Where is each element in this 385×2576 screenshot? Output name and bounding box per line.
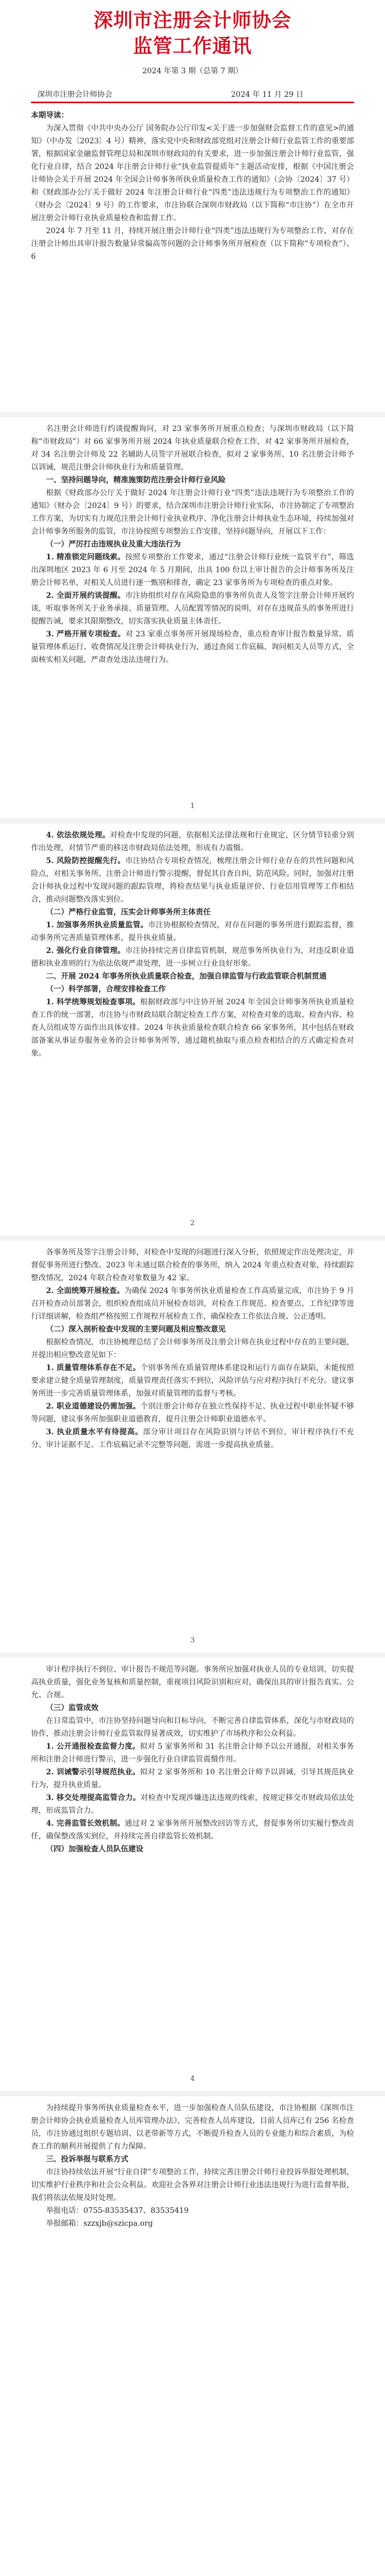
paragraph <box>31 855 354 906</box>
item-lead: 1. 加强事务所执业质量监管。 <box>46 921 148 929</box>
paragraph: 市注协持续依法开展“行业自律”专项整治工作，持续完善注册会计师行业投诉举报处理机制，切实维护行业秩序和社会公众利益。欢迎社会各界对注册会计师行业违法违规行为进行监督举报，我们将依法依规及时处理。 <box>31 2168 354 2202</box>
section-heading-1: 一、坚持问题导向，精准施策防范注册会计师行业风险 <box>46 476 226 485</box>
paragraph: 在日常监管中，市注协坚持问题导向和目标导向，不断完善自律监管体系，深化与市财政局的协作，推动注册会计师行业监管取得显著成效，切实维护了市场秩序和公众利益。 <box>31 1717 354 1738</box>
item-text: 市注协结合专项检查情况，梳理注册会计师行业存在的共性问题和风险点，对相关事务所、注册会计师进行警示提醒，督促其自查自纠，防范风险。同时，加强对注册会计师执业过程中发现问题的跟踪管理，将检查结果与执业质量评价、行业信用管理等工作相结合，推动问题整改落实到位。 <box>31 857 354 904</box>
page-1 <box>31 109 354 263</box>
item-text: 部分审计项目存在风险识别与评估不到位、审计程序执行不充分、审计证据不足、工作底稿记录不完整等问题，需进一步提高执业质量。 <box>31 1428 354 1449</box>
subsection-heading: （三）监管成效 <box>46 1704 98 1712</box>
page-break <box>0 412 385 417</box>
page-6 <box>31 2102 354 2230</box>
paragraph: 根据《财政部办公厅关于做好 2024 年注册会计师行业“四类”违法违规行为专项整治工作的通知》（财办会〔2024〕9 号）的要求，结合深圳市注册会计师行业实际，市注协制定了专项整治工作方案，为切实有力规范注册会计师行业执业秩序、净化注册会计师执业生态环境，持续加强对会计师事务所服务的监管，市注协按照专项整治工作安排，坚持问题导向，开展以下工作： <box>31 489 354 536</box>
item-lead: 3. 移交处理提高监管合力。 <box>46 1794 141 1802</box>
section-heading-2: 二、开展 2024 年事务所执业质量联合检查，加强自律监管与行政监管联合机制贯通 <box>46 972 327 981</box>
issue-number: 2024 年第 3 期（总第 7 期） <box>142 67 243 75</box>
item-lead: 2. 全面统筹开展检查。 <box>46 1287 125 1295</box>
item-lead: 4. 依法依规处理。 <box>46 831 110 840</box>
page-3 <box>31 829 354 1060</box>
paragraph <box>31 589 354 628</box>
subsection-heading: （二）深入剖析检查中发现的主要问题及相应整改意见 <box>46 1325 226 1334</box>
item-lead: 1. 科学统筹规划检查事项。 <box>46 998 141 1006</box>
paragraph: 根据检查情况，市注协梳理总结了会计师事务所及注册会计师在执业过程中存在的主要问题，并提出相应整改意见如下： <box>31 1338 354 1359</box>
paragraph: 审计程序执行不到位、审计报告不规范等问题。事务所应加强对执业人员的专业培训，切实提高执业质量，强化业务复核和质量控制，重视项目风险识别和应对，确保出具的审计报告真实、公允、合规。 <box>31 1665 354 1700</box>
masthead-title-line2: 监管工作通讯 <box>133 35 252 57</box>
contact-phone: 0755-83535437、83535419 <box>83 2206 189 2215</box>
page-break <box>0 1235 385 1241</box>
contact-email-line <box>31 2217 354 2230</box>
page-break <box>0 818 385 824</box>
paragraph <box>31 1362 354 1400</box>
guide-heading: 本期导读： <box>31 111 68 120</box>
paragraph <box>31 551 354 589</box>
item-lead: 1. 公开通报检查监督力度。 <box>46 1742 140 1751</box>
item-lead: 5. 风险防控提醒先行。 <box>46 857 126 865</box>
paragraph <box>31 1766 354 1791</box>
item-lead: 1. 质量管理体系存在不足。 <box>46 1364 141 1372</box>
page-number: 2 <box>190 1219 195 1227</box>
page-break <box>0 1652 385 1658</box>
item-text: 市注协组织对存在风险隐患的事务所负责人及签字注册会计师开展约谈，听取事务所关于业务承接、质量管理、人员配置等情况的说明，对存在违规苗头的事务所进行提醒告诫，要求其限期整改，切实落实执业质量主体责任。 <box>31 591 354 626</box>
paragraph <box>31 944 354 970</box>
page-number: 1 <box>190 802 195 810</box>
masthead-title-line1: 深圳市注册会计师协会 <box>93 9 291 32</box>
item-text: 通过对 2 家事务所开展整改回访等方式，督促事务所切实履行整改责任，确保整改落实到位，并持续完善自律监管长效机制。 <box>31 1819 354 1841</box>
item-text: 市注协持续完善自律监管机制，规范事务所执业行为，对违反职业道德和执业准则的行为依法依规严肃处理，进一步树立行业良好形象。 <box>31 947 354 968</box>
paragraph: 各事务所及签字注册会计师，对检查中发现的问题进行深入分析，依照规定作出处理决定，并督促事务所进行整改。2023 年未通过联合检查的事务所，纳入 2024 年重点检查对象，持续跟踪整改情况，2024 年联合检查对象数量为 42 家。 <box>31 1248 354 1282</box>
item-text: 个别注册会计师存在独立性保持不足、执业过程中职业怀疑不够等问题，建议事务所加强职业道德教育，提升注册会计师职业道德水平。 <box>31 1402 355 1424</box>
subsection-heading: （一）科学部署，合理安排检查工作 <box>46 985 166 994</box>
paragraph <box>31 1740 354 1766</box>
item-lead: 2. 强化行业自律管理。 <box>46 947 126 955</box>
paragraph: 名注册会计师进行约谈提醒询问，对 23 家事务所开展重点检查；与深圳市财政局（以下简称“市财政局”）对 66 家事务所开展 2024 年执业质量联合检查工作，对 42 家事务所开展检查，对 34 名注册会计师及 22 名辅助人员签字开展联合检查，拟对 2 家事务所、10 名注册会计师予以训诫，规范注册会计师执业行为和质量管理。 <box>31 425 354 472</box>
publish-date: 2024 年 11 月 29 日 <box>231 90 304 99</box>
paragraph <box>31 1791 354 1817</box>
paragraph: 为持续提升事务所执业质量检查水平，进一步加强检查人员队伍建设，市注协根据《深圳市注册会计师协会执业质量检查人员库管理办法》，完善检查人员库建设，目前人员库已有 256 名检查员，市注协通过组织专题培训、以老带新等方式，不断提升检查人员的专业能力和综合素质，为检查工作的顺利开展提供了有力保障。 <box>31 2104 354 2151</box>
paragraph <box>31 1817 354 1843</box>
page-number: 3 <box>190 1636 195 1644</box>
paragraph <box>31 1426 354 1451</box>
paragraph <box>31 829 354 855</box>
contact-phone-line <box>31 2204 354 2217</box>
item-lead: 3. 严格开展专项检查。 <box>46 630 126 639</box>
item-lead: 2. 职业道德建设仍需加强。 <box>46 1402 141 1411</box>
item-lead: 2. 全面开展约谈提醒。 <box>46 591 126 600</box>
red-divider <box>31 102 354 103</box>
paragraph: 2024 年 7 月至 11 月，持续开展注册会计师行业“四类”违法违规行为专项整治工作，对存在注册会计师出具审计报告数量异常偏高等问题的会计师事务所开展检查（以下简称“专项检查”）、6 <box>31 227 354 261</box>
item-lead: 2. 训诫警示引导规范执业。 <box>46 1768 140 1777</box>
paragraph <box>31 628 354 666</box>
subsection-heading: （二）严格行业监管，压实会计师事务所主体责任 <box>46 908 211 917</box>
item-lead: 3. 执业质量水平有待提高。 <box>46 1428 143 1436</box>
item-text: 对检查中发现涉嫌违法违规的线索，按规定移交市财政局依法处理，形成监管合力。 <box>31 1794 355 1815</box>
page-5 <box>31 1663 354 1856</box>
item-text: 对 23 家重点事务所开展现场检查，重点检查审计报告数量异常、质量管理体系运行、收费情况及注册会计师执业行为，通过查阅工作底稿、询问相关人员等方式，全面核实相关问题，严肃查处违法违规行为。 <box>31 630 354 664</box>
publisher: 深圳市注册会计师协会 <box>37 90 112 99</box>
paragraph <box>31 1400 354 1426</box>
item-text: 根据财政部与中注协开展 2024 年全国会计师事务所执业质量检查工作的统一部署，市注协与市财政局联合制定检查工作方案，对检查对象的选取、检查内容、检查人员组成等方面作出具体安排。2024 年执业质量检查联合检查 66 家事务所，其中包括在财政部备案从事证券服务业务的会计师事务所等，通过随机抽取与重点检查相结合的方式确定检查对象。 <box>31 998 354 1058</box>
page-2 <box>31 422 354 666</box>
paragraph <box>31 1285 354 1323</box>
contact-email-label: 举报邮箱： <box>46 2219 83 2228</box>
item-text: 个别事务所在质量管理体系建设和运行方面存在缺陷，未能按照要求建立健全质量管理制度，质量管理责任落实不到位，风险评估与应对程序执行不充分。建议事务所进一步完善质量管理体系，加强对质量管理的监督与考核。 <box>31 1364 355 1398</box>
item-text: 按照专项整治工作要求，通过“注册会计师行业统一监管平台”，筛选出深圳地区 2023 年 6 月至 2024 年 5 月期间，出具 100 份以上审计报告的会计师事务所及注册会计师名单，对相关人员进行逐一甄别和排查，确定 23 家事务所为专项检查的重点对象。 <box>31 553 354 587</box>
item-text: 对检查中发现的问题，依据相关法律法规和行业规定，区分情节轻重分别作出处理，对情节严重的移送市财政局依法处理，形成有力震慑。 <box>31 831 355 852</box>
section-heading-3: 三、投诉举报与联系方式 <box>46 2155 128 2164</box>
contact-phone-label: 举报电话： <box>46 2206 83 2215</box>
page-4 <box>31 1246 354 1451</box>
page-number: 4 <box>190 2075 195 2083</box>
paragraph <box>31 919 354 944</box>
item-text: 拟对 2 家事务所和 10 名注册会计师予以训诫，引导其规范执业行为，提升执业质量。 <box>31 1768 354 1789</box>
subsection-heading: （一）严厉打击违规执业及重大违法行为 <box>46 540 181 549</box>
item-text: 拟对 5 家事务所和 31 名注册会计师予以公开通报，对相关事务所和注册会计师进行警示，进一步强化行业自律监管震慑作用。 <box>31 1742 354 1764</box>
paragraph: 为深入贯彻《中共中央办公厅 国务院办公厅印发<关于进一步加强财会监督工作的意见>的通知》（中办发〔2023〕4 号）精神，落实党中央和财政部党组对注册会计师行业监管工作的重要部署，根据国家金融监督管理总局和深圳市财政局的有关要求，进一步加强注册会计师行业监管，强化行业自律，结合 2024 年注册会计师行业“执业监管提质年”主题活动安排，根据《中国注册会计师协会关于开展 2024 年全国会计师事务所执业质量检查工作的通知》（会协〔2024〕37 号）和《财政部办公厅关于做好 2024 年注册会计师行业“四类”违法违规行为专项整治工作的通知》（财办会〔2024〕9 号）的工作要求，市注协联合深圳市财政局（以下简称“市注协”）在全市开展注册会计师行业执业质量检查和监督工作。 <box>31 124 354 222</box>
item-lead: 1. 精准锁定问题线索。 <box>46 553 126 562</box>
subsection-heading: （四）加强检查人员队伍建设 <box>46 1845 143 1854</box>
page-break <box>0 2091 385 2096</box>
item-text: 为确保 2024 年事务所执业质量检查工作高质量完成，市注协于 9 月召开检查动员部署会，组织检查组成员开展检查培训，对检查工作规范、检查要点、工作纪律等进行详细讲解，检查组严格按照工作规程开展检查工作，确保检查工作依法合规、公正透明。 <box>31 1287 354 1321</box>
item-text: 市注协根据检查情况，对存在问题的事务所进行跟踪监督，推动事务所完善质量管理体系，提升执业质量。 <box>31 921 354 942</box>
paragraph <box>31 996 354 1060</box>
item-lead: 4. 完善监管长效机制。 <box>46 1819 125 1828</box>
contact-email[interactable]: szzxjb@szicpa.org <box>83 2219 153 2228</box>
